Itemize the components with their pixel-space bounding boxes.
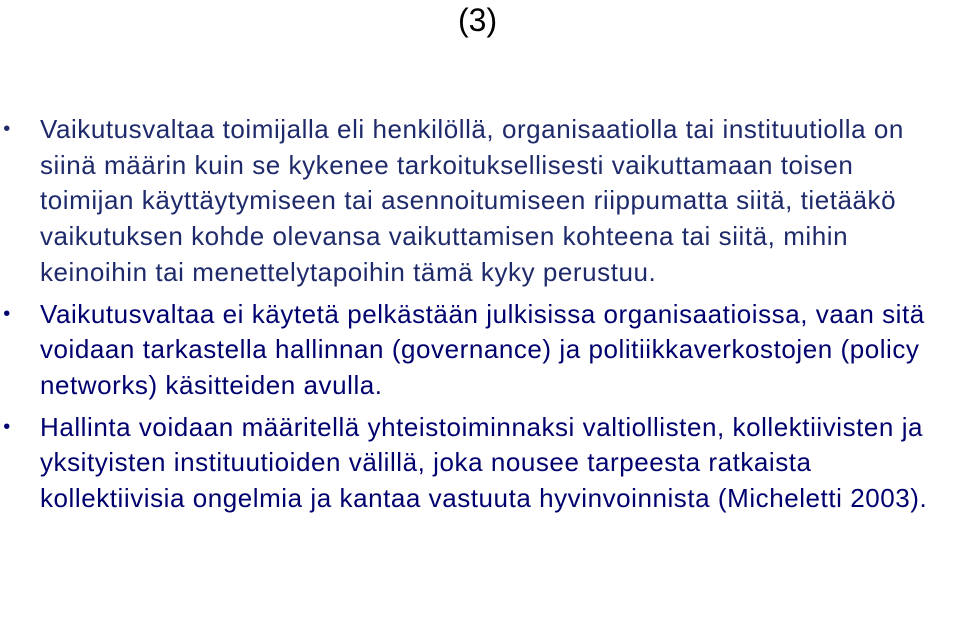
bullet-text: Hallinta voidaan määritellä yhteistoiminnaksi valtiollisten, kollektiivisten ja yksityisten instituutioiden välillä, joka nousee tarpeesta ratkaista kollektiivisia ongelmia ja kantaa vastuuta hyvinvoinnista (Micheletti 2003). <box>40 411 928 514</box>
slide-number: (3) <box>458 2 498 38</box>
bullet-marker: • <box>3 118 11 140</box>
bullet-item-influence-definition <box>0 112 945 291</box>
bullet-marker: • <box>3 415 11 438</box>
bullet-item-governance <box>0 297 945 404</box>
bullet-marker: • <box>3 302 11 325</box>
bullet-item-governance-definition <box>0 410 945 517</box>
bullet-list <box>0 112 960 517</box>
bullet-text: Vaikutusvaltaa ei käytetä pelkästään julkisissa organisaatioissa, vaan sitä voidaan tarkastella hallinnan (governance) ja politiikkaverkostojen (policy networks) käsitteiden avulla. <box>40 298 925 400</box>
bullet-text: Vaikutusvaltaa toimijalla eli henkilöllä, organisaatiolla tai instituutiolla on siinä määrin kuin se kykenee tarkoituksellisesti vaikuttamaan toisen toimijan käyttäytymiseen tai asennoitumiseen riippumatta siitä, tietääkö vaikutuksen kohde olevansa vaikuttamisen kohteena tai siitä, mihin keinoihin tai menettelytapoihin tämä kyky perustuu. <box>40 114 904 287</box>
